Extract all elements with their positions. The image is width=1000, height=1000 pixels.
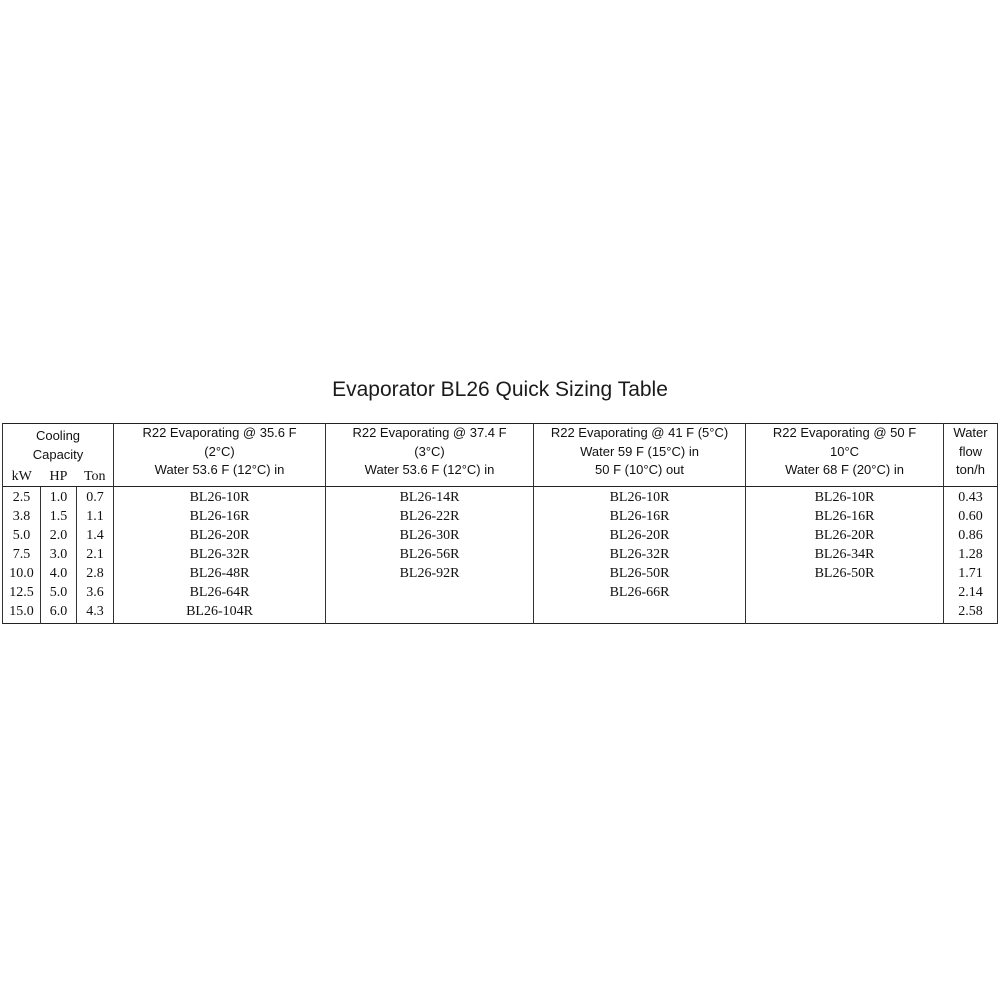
flow-cell: 2.14 bbox=[958, 585, 983, 600]
flow-header-line3: ton/h bbox=[956, 462, 985, 477]
kw-cell: 2.5 bbox=[12, 490, 31, 505]
model-cell: BL26-34R bbox=[814, 547, 875, 562]
flow-cell: 2.58 bbox=[958, 604, 983, 619]
hp-cell: 4.0 bbox=[49, 566, 68, 581]
cooling-capacity-header bbox=[3, 424, 114, 465]
sizing-table bbox=[2, 423, 998, 624]
kw-cell: 10.0 bbox=[9, 566, 34, 581]
col2-header bbox=[326, 424, 534, 487]
cooling-capacity-line1: Cooling bbox=[35, 428, 81, 443]
col1-header bbox=[114, 424, 326, 487]
ton-cell: 2.8 bbox=[86, 566, 104, 581]
model-cell: BL26-30R bbox=[399, 528, 460, 543]
model-cell: BL26-48R bbox=[189, 566, 250, 581]
flow-cell: 0.86 bbox=[958, 528, 983, 543]
hp-cell: 1.0 bbox=[49, 490, 68, 505]
unit-ton: Ton bbox=[83, 469, 106, 484]
kw-cell: 5.0 bbox=[12, 528, 31, 543]
col4-header bbox=[746, 424, 944, 487]
col4-header-line1: R22 Evaporating @ 50 F bbox=[772, 425, 917, 440]
kw-column bbox=[3, 487, 41, 624]
model-cell: BL26-14R bbox=[399, 490, 460, 505]
water-flow-header bbox=[944, 424, 998, 487]
col1-header-line1: R22 Evaporating @ 35.6 F bbox=[142, 425, 297, 440]
model-cell: BL26-16R bbox=[609, 509, 670, 524]
model-cell: BL26-32R bbox=[189, 547, 250, 562]
flow-cell: 1.28 bbox=[958, 547, 983, 562]
unit-kw: kW bbox=[3, 464, 41, 487]
col3-models bbox=[534, 487, 746, 624]
col3-header-line3: 50 F (10°C) out bbox=[595, 462, 685, 477]
model-cell: BL26-10R bbox=[609, 490, 670, 505]
kw-cell: 7.5 bbox=[12, 547, 31, 562]
model-cell: BL26-20R bbox=[189, 528, 250, 543]
kw-cell: 15.0 bbox=[9, 604, 34, 619]
ton-cell: 3.6 bbox=[86, 585, 104, 600]
col2-models bbox=[326, 487, 534, 624]
model-cell: BL26-20R bbox=[609, 528, 670, 543]
model-cell: BL26-64R bbox=[189, 585, 250, 600]
ton-cell: 4.3 bbox=[86, 604, 104, 619]
model-cell: BL26-50R bbox=[814, 566, 875, 581]
hp-cell: 2.0 bbox=[49, 528, 68, 543]
col4-header-line3: Water 68 F (20°C) in bbox=[785, 462, 904, 477]
cooling-capacity-line2: Capacity bbox=[32, 446, 84, 462]
ton-cell: 2.1 bbox=[86, 547, 104, 562]
col1-header-line3: Water 53.6 F (12°C) in bbox=[154, 462, 285, 477]
model-cell: BL26-66R bbox=[609, 585, 670, 600]
model-cell: BL26-32R bbox=[609, 547, 670, 562]
col3-header-line2: Water 59 F (15°C) in bbox=[580, 443, 699, 459]
col4-models bbox=[746, 487, 944, 624]
table-title: Evaporator BL26 Quick Sizing Table bbox=[332, 378, 668, 401]
model-cell: BL26-20R bbox=[814, 528, 875, 543]
model-cell: BL26-10R bbox=[189, 490, 250, 505]
hp-cell: 1.5 bbox=[49, 509, 68, 524]
col4-header-line2: 10°C bbox=[829, 443, 860, 459]
kw-cell: 3.8 bbox=[12, 509, 31, 524]
col1-header-line2: (2°C) bbox=[204, 443, 235, 459]
water-flow-values bbox=[944, 487, 998, 624]
model-cell: BL26-104R bbox=[186, 604, 253, 619]
flow-cell: 0.60 bbox=[958, 509, 983, 524]
model-cell: BL26-92R bbox=[399, 566, 460, 581]
flow-header-line2: flow bbox=[958, 443, 983, 459]
unit-hp: HP bbox=[49, 469, 68, 484]
flow-header-line1: Water bbox=[953, 425, 988, 440]
hp-cell: 6.0 bbox=[49, 604, 68, 619]
flow-cell: 0.43 bbox=[958, 490, 983, 505]
model-cell: BL26-10R bbox=[814, 490, 875, 505]
ton-cell: 1.1 bbox=[86, 509, 104, 524]
model-cell: BL26-50R bbox=[609, 566, 670, 581]
hp-column bbox=[41, 487, 77, 624]
model-cell: BL26-22R bbox=[399, 509, 460, 524]
col2-header-line3: Water 53.6 F (12°C) in bbox=[364, 462, 495, 477]
model-cell: BL26-56R bbox=[399, 547, 460, 562]
col3-header-line1: R22 Evaporating @ 41 F (5°C) bbox=[550, 425, 729, 440]
flow-cell: 1.71 bbox=[958, 566, 983, 581]
col2-header-line2: (3°C) bbox=[414, 443, 445, 459]
ton-cell: 1.4 bbox=[86, 528, 104, 543]
hp-cell: 5.0 bbox=[49, 585, 68, 600]
col3-header bbox=[534, 424, 746, 487]
ton-cell: 0.7 bbox=[86, 490, 104, 505]
ton-column bbox=[77, 487, 114, 624]
kw-cell: 12.5 bbox=[9, 585, 34, 600]
col1-models bbox=[114, 487, 326, 624]
model-cell: BL26-16R bbox=[189, 509, 250, 524]
model-cell: BL26-16R bbox=[814, 509, 875, 524]
col2-header-line1: R22 Evaporating @ 37.4 F bbox=[352, 425, 507, 440]
hp-cell: 3.0 bbox=[49, 547, 68, 562]
